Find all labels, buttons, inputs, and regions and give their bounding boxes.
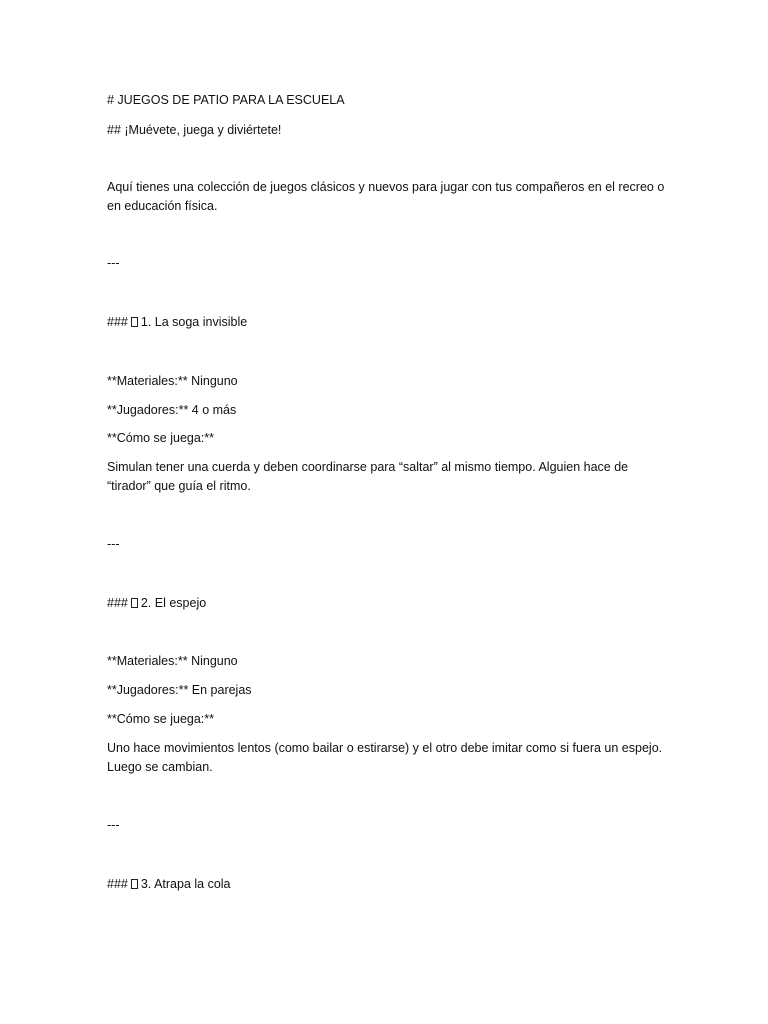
game-heading	[107, 313, 667, 332]
game-description: Uno hace movimientos lentos (como bailar o estirarse) y el otro debe imitar como si fuera un espejo. Luego se cambian.	[107, 741, 666, 774]
missing-emoji-icon	[131, 598, 138, 608]
heading-prefix: ###	[107, 877, 128, 891]
separator: ---	[107, 818, 120, 832]
intro-paragraph: Aquí tienes una colección de juegos clásicos y nuevos para jugar con tus compañeros en el recreo o en educación física.	[107, 180, 668, 213]
document-subtitle: ## ¡Muévete, juega y diviértete!	[107, 123, 282, 137]
missing-emoji-icon	[131, 317, 138, 327]
game-materials: **Materiales:** Ninguno	[107, 654, 238, 668]
document-title: # JUEGOS DE PATIO PARA LA ESCUELA	[107, 93, 345, 107]
heading-prefix: ###	[107, 596, 128, 610]
missing-emoji-icon	[131, 879, 138, 889]
game-howto-label: **Cómo se juega:**	[107, 712, 215, 726]
game-howto-label: **Cómo se juega:**	[107, 431, 215, 445]
game-title: 3. Atrapa la cola	[140, 877, 231, 891]
game-title: 1. La soga invisible	[140, 315, 248, 329]
game-players: **Jugadores:** En parejas	[107, 683, 252, 697]
game-players: **Jugadores:** 4 o más	[107, 403, 237, 417]
game-heading	[107, 594, 667, 613]
heading-prefix: ###	[107, 315, 128, 329]
separator: ---	[107, 256, 120, 270]
game-description: Simulan tener una cuerda y deben coordinarse para “saltar” al mismo tiempo. Alguien hace de “tirador” que guía el ritmo.	[107, 460, 632, 493]
game-title: 2. El espejo	[140, 596, 207, 610]
game-heading	[107, 875, 667, 894]
separator: ---	[107, 537, 120, 551]
game-materials: **Materiales:** Ninguno	[107, 374, 238, 388]
